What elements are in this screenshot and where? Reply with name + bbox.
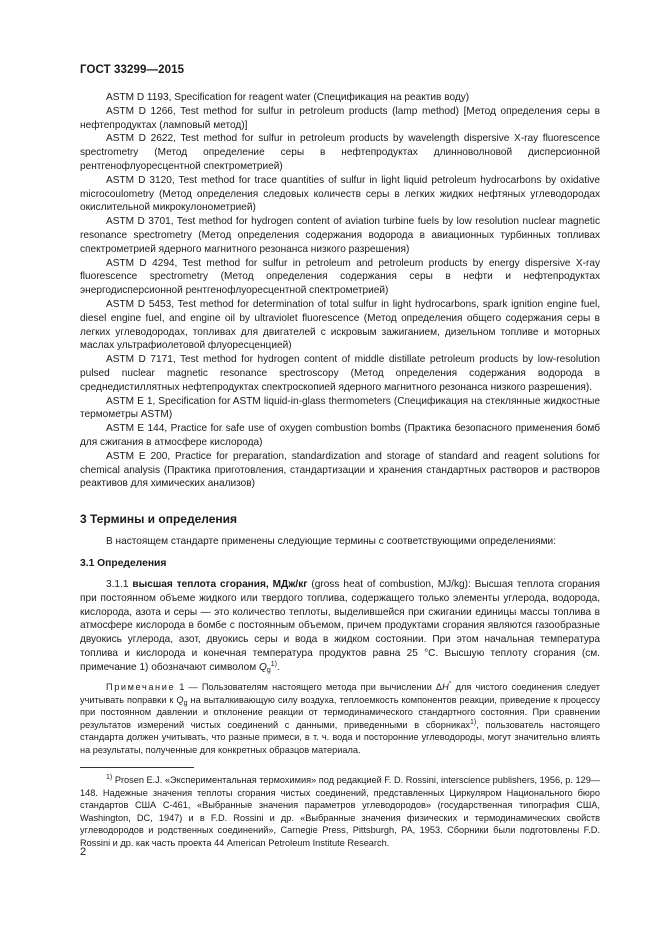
note-text-4: , пользователь настоящего стандарта должен учитывать, что разные примеси, в т. ч. вода и посторонние углеводороды, могут значительно влиять на результаты, полученные для конкретных образцов материала. — [80, 719, 600, 755]
note-text-2: для чистого соединения следует учитывать поправки к — [80, 682, 600, 705]
page-number: 2 — [80, 846, 87, 858]
footnote-text: Prosen E.J. «Экспериментальная термохимия» под редакцией F. D. Rossini, interscience publishers, 1956, p. 129—148. Надежные значения теплоты сгорания чистых соединений, представленных Циркуляром Национального бюро стандартов США С-461, «Выбранные значения параметров углеводородов» (государственная типография США, Washington, DC, 1947) и в F.D. Rossini и др. «Выбранные значения физических и термодинамических свойств углеводородов и родственных соединений», Carnegie Press, Pittsburgh, PA, 1953. Сборники были подготовлены F.D. Rossini и др. как часть проекта 44 American Petroleum Institute Research. — [80, 775, 600, 848]
subsection-title: 3.1 Определения — [80, 557, 167, 569]
note-footnote-reference: 1) — [470, 718, 477, 726]
definition-number: 3.1.1 — [106, 578, 129, 590]
reference-item: ASTM D 3120, Test method for trace quantities of sulfur in light liquid petroleum hydrocarbons by oxidative microcoulometry (Метод определения следовых количеств серы в легких жидких нефтяных углеводородах окислительной микрокулонометрией) — [80, 174, 600, 214]
note-text-3: на выталкивающую силу воздуха, теплоемкость компонентов реакции, приведение к процессу при постоянном давлении и отклонение реакции от термодинамического стандартного состояния. При сравнении результатов измерений чистых соединений с данными, приведенными в сборниках — [80, 694, 600, 730]
note-paragraph — [80, 681, 600, 756]
degree-sign: ° — [448, 681, 452, 689]
symbol-q: Q — [258, 661, 267, 673]
definition-unit: , МДж/кг — [265, 578, 308, 590]
document-header: ГОСТ 33299—2015 — [80, 64, 185, 76]
main-text — [80, 91, 600, 756]
symbol-h: H — [442, 682, 449, 693]
definition-paragraph — [80, 578, 600, 675]
footnote-area — [80, 767, 600, 849]
note-symbol-q-subscript: g — [183, 699, 188, 707]
reference-item: ASTM E 144, Practice for safe use of oxygen combustion bombs (Практика безопасного применения бомб для сжигания в атмосфере кислорода) — [80, 423, 600, 448]
reference-item: ASTM E 200, Practice for preparation, standardization and storage of standard and reagent solutions for chemical analysis (Практика приготовления, стандартизации и хранения стандартных растворов и растворов реактивов для химических анализов) — [80, 450, 600, 490]
definition-text: (gross heat of combustion, MJ/kg): Высшая теплота сгорания при постоянном объеме жидкого или твердого топлива, содержащего только элементы углерода, водорода, кислорода, азота и серы — это количество теплоты, выделившейся при сжигании единицы массы топлива в атмосфере кислорода в бомбе с постоянным объемом, причем продуктами сгорания являются газообразные двуокись углерода, азот, двуокись серы и вода в жидком состоянии. При этом начальная температура топлива и кислорода и конечная температура продуктов равна 25 °С. Высшую теплоту сгорания (см. примечание 1) обозначают символом — [80, 578, 600, 673]
section-title: 3 Термины и определения — [80, 512, 238, 527]
reference-item: ASTM D 1266, Test method for sulfur in petroleum products (lamp method) [Метод определения серы в нефтепродуктах (ламповый метод)] — [80, 105, 600, 131]
reference-item: ASTM D 3701, Test method for hydrogen content of aviation turbine fuels by low resolution nuclear magnetic resonance spectrometry (Метод определения содержания водорода в авиационных турбинных топливах спектрометрией ядерного магнитного резонанса низкого разрешения) — [80, 216, 600, 255]
note-number: 1 — — [175, 682, 202, 693]
note-text-1: Пользователям настоящего метода при вычислении Δ — [201, 682, 443, 693]
reference-item: ASTM D 2622, Test method for sulfur in petroleum products by wavelength dispersive X-ray fluorescence spectrometry (Метод определение серы в нефтепродуктах длинноволновой дисперсионной рентгенофлуоресцентной спектрометрией) — [80, 133, 600, 172]
reference-item: ASTM E 1, Specification for ASTM liquid-in-glass thermometers (Спецификация на стеклянные жидкостные термометры ASTM) — [80, 395, 600, 421]
section-intro: В настоящем стандарте применены следующие термины с соответствующими определениями: — [106, 536, 556, 548]
reference-item: ASTM D 1193, Specification for reagent water (Спецификация на реактив воду) — [106, 92, 470, 103]
footnote-divider — [80, 767, 194, 768]
definition-term: высшая теплота сгорания — [132, 578, 266, 590]
footnote — [80, 774, 600, 849]
reference-item: ASTM D 4294, Test method for sulfur in petroleum and petroleum products by energy dispersive X-ray fluorescence spectrometry (Метод определения содержания серы в нефти и нефтепродуктах энергодисперсионной рентгенофлуоресцентной спектрометрией) — [80, 257, 600, 297]
symbol-q-subscript: g — [266, 666, 271, 674]
definition-end: . — [276, 661, 280, 673]
reference-item: ASTM D 5453, Test method for determination of total sulfur in light hydrocarbons, spark ignition engine fuel, diesel engine fuel, and engine oil by ultraviolet fluorescence (Метод определения общего содержания серы в легких углеводородах, топливах для двигателей с искровым зажиганием, дизельном топливе и моторных маслах ультрафиолетовой флуоресценцией) — [80, 298, 600, 352]
reference-item: ASTM D 7171, Test method for hydrogen content of middle distillate petroleum products by low-resolution pulsed nuclear magnetic resonance spectroscopy (Метод определения содержания водорода в среднедистиллятных нефтепродуктах спектроскопией ядерного магнитного резонанса низкого разрешения). — [80, 354, 600, 393]
footnote-marker: 1) — [106, 774, 113, 781]
footnote-reference: 1) — [270, 660, 277, 668]
note-symbol-q: Q — [176, 694, 184, 705]
note-label: Примечание — [106, 682, 176, 693]
